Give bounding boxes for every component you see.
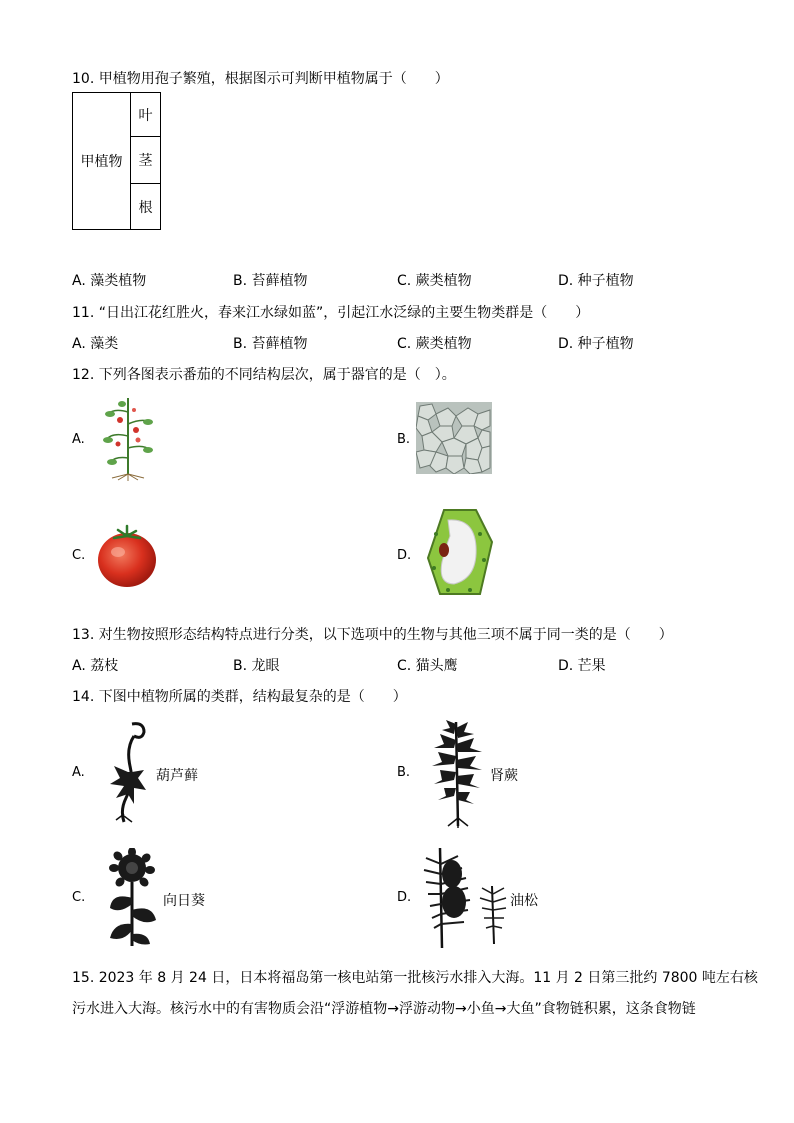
- q10-part-leaf: 叶: [131, 93, 161, 137]
- q14-caption-a: 葫芦藓: [156, 768, 198, 784]
- q13-option-d: D. 芒果: [558, 658, 606, 674]
- pine-image: [422, 844, 508, 952]
- q12-label-c: C.: [72, 548, 86, 563]
- q10-option-b: B. 苔藓植物: [233, 273, 308, 289]
- q11-option-a: A. 藻类: [72, 336, 119, 352]
- q10-option-a: A. 藻类植物: [72, 273, 147, 289]
- q13-stem: 13. 对生物按照形态结构特点进行分类，以下选项中的生物与其他三项不属于同一类的是（ ）: [72, 627, 673, 643]
- q11-option-d: D. 种子植物: [558, 336, 634, 352]
- q14-caption-d: 油松: [510, 893, 538, 909]
- q10-option-c: C. 蕨类植物: [397, 273, 472, 289]
- tomato-fruit-image: [96, 522, 158, 588]
- q10-stem: 10. 甲植物用孢子繁殖，根据图示可判断甲植物属于（ ）: [72, 71, 449, 87]
- fern-image: [428, 714, 488, 830]
- tomato-plant-image: [100, 392, 156, 482]
- q13-option-c: C. 猫头鹰: [397, 658, 458, 674]
- q10-part-root: 根: [131, 184, 161, 230]
- q14-caption-c: 向日葵: [163, 893, 205, 909]
- q12-stem: 12. 下列各图表示番茄的不同结构层次，属于器官的是（ ）。: [72, 367, 456, 383]
- q10-part-stem: 茎: [131, 137, 161, 184]
- q15-line-1: 15. 2023 年 8 月 24 日，日本将福岛第一核电站第一批核污水排入大海。11 月 2 日第三批约 7800 吨左右核: [72, 970, 758, 986]
- tissue-cells-image: [416, 402, 492, 474]
- q13-option-b: B. 龙眼: [233, 658, 280, 674]
- q11-option-b: B. 苔藓植物: [233, 336, 308, 352]
- q12-label-b: B.: [397, 432, 411, 447]
- plant-cell-image: [424, 506, 496, 598]
- q13-option-a: A. 荔枝: [72, 658, 119, 674]
- q15-line-2: 污水进入大海。核污水中的有害物质会沿“浮游植物→浮游动物→小鱼→大鱼”食物链积累，这条食物链: [72, 1001, 696, 1017]
- q14-label-d: D.: [397, 890, 412, 905]
- q12-label-a: A.: [72, 432, 85, 447]
- q14-caption-b: 肾蕨: [490, 768, 518, 784]
- q14-stem: 14. 下图中植物所属的类群，结构最复杂的是（ ）: [72, 689, 407, 705]
- q14-label-a: A.: [72, 765, 85, 780]
- q10-option-d: D. 种子植物: [558, 273, 634, 289]
- sunflower-image: [102, 848, 162, 948]
- q12-label-d: D.: [397, 548, 412, 563]
- q11-option-c: C. 蕨类植物: [397, 336, 472, 352]
- q10-plant-name: 甲植物: [73, 93, 131, 230]
- q14-label-b: B.: [397, 765, 411, 780]
- q11-stem: 11. “日出江花红胜火，春来江水绿如蓝”，引起江水泛绿的主要生物类群是（ ）: [72, 305, 590, 321]
- moss-image: [104, 718, 154, 826]
- q10-structure-table: [72, 92, 161, 230]
- q14-label-c: C.: [72, 890, 86, 905]
